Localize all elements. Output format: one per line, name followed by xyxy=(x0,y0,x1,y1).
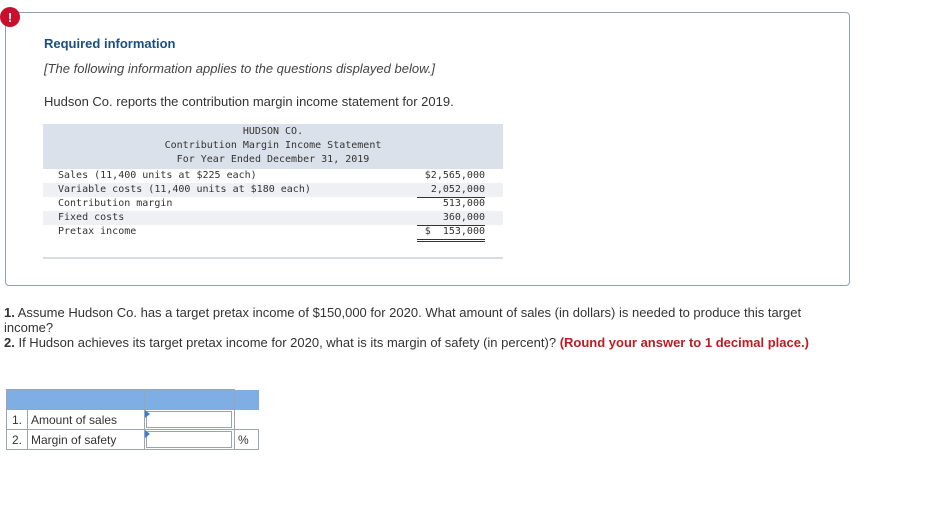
answer-row-amount-of-sales xyxy=(7,410,259,430)
row-amount: $ 153,000 xyxy=(417,225,485,242)
row-amount: $2,565,000 xyxy=(424,170,485,181)
alert-icon: ! xyxy=(0,7,20,27)
statement-row-variable-costs xyxy=(43,183,503,197)
question-number: 2. xyxy=(4,335,15,350)
answer-table-header xyxy=(7,390,259,410)
input-flag-icon xyxy=(145,410,150,418)
row-label: Pretax income xyxy=(58,226,137,237)
row-number: 1. xyxy=(7,410,28,430)
row-amount: 513,000 xyxy=(442,198,485,209)
row-label: Fixed costs xyxy=(58,212,125,223)
applies-note: [The following information applies to the questions displayed below.] xyxy=(44,61,435,76)
question-1 xyxy=(4,305,844,335)
answer-cell xyxy=(145,430,235,450)
answer-cell xyxy=(145,410,235,430)
question-2 xyxy=(4,335,844,350)
unit-cell xyxy=(235,410,259,430)
header-spacer xyxy=(235,390,259,410)
row-label: Contribution margin xyxy=(58,198,173,209)
answer-table xyxy=(6,389,259,450)
answer-row-margin-of-safety xyxy=(7,430,259,450)
statement-row-contribution-margin xyxy=(43,197,503,211)
row-label: Variable costs (11,400 units at $180 each) xyxy=(58,184,311,195)
questions xyxy=(4,305,844,350)
row-amount: 2,052,000 xyxy=(417,183,485,198)
amount-of-sales-input[interactable] xyxy=(146,411,232,428)
statement-intro: Hudson Co. reports the contribution margin income statement for 2019. xyxy=(44,94,454,109)
row-label: Amount of sales xyxy=(28,410,145,430)
statement-row-pretax-income xyxy=(43,225,503,239)
question-text: Assume Hudson Co. has a target pretax income of $150,000 for 2020. What amount of sales (in dollars) is needed to produce this target income? xyxy=(4,305,802,335)
header-cell xyxy=(145,390,235,410)
statement-row-sales xyxy=(43,169,503,183)
row-label: Margin of safety xyxy=(28,430,145,450)
statement-period: For Year Ended December 31, 2019 xyxy=(176,154,370,165)
header-cell xyxy=(7,390,145,410)
question-text: If Hudson achieves its target pretax income for 2020, what is its margin of safety (in percent)? xyxy=(18,335,557,350)
statement-row-fixed-costs xyxy=(43,211,503,225)
company-name: HUDSON CO. xyxy=(242,126,304,137)
margin-of-safety-input[interactable] xyxy=(146,431,232,448)
statement-header xyxy=(43,124,503,169)
statement-name: Contribution Margin Income Statement xyxy=(164,140,382,151)
rounding-instruction: (Round your answer to 1 decimal place.) xyxy=(559,335,809,350)
input-flag-icon xyxy=(145,430,150,438)
required-information-title: Required information xyxy=(44,36,176,51)
question-number: 1. xyxy=(4,305,15,320)
row-label: Sales (11,400 units at $225 each) xyxy=(58,170,257,181)
row-amount: 360,000 xyxy=(417,211,485,226)
income-statement xyxy=(43,124,503,259)
row-number: 2. xyxy=(7,430,28,450)
required-information-panel xyxy=(5,12,850,286)
percent-unit: % xyxy=(235,430,259,450)
